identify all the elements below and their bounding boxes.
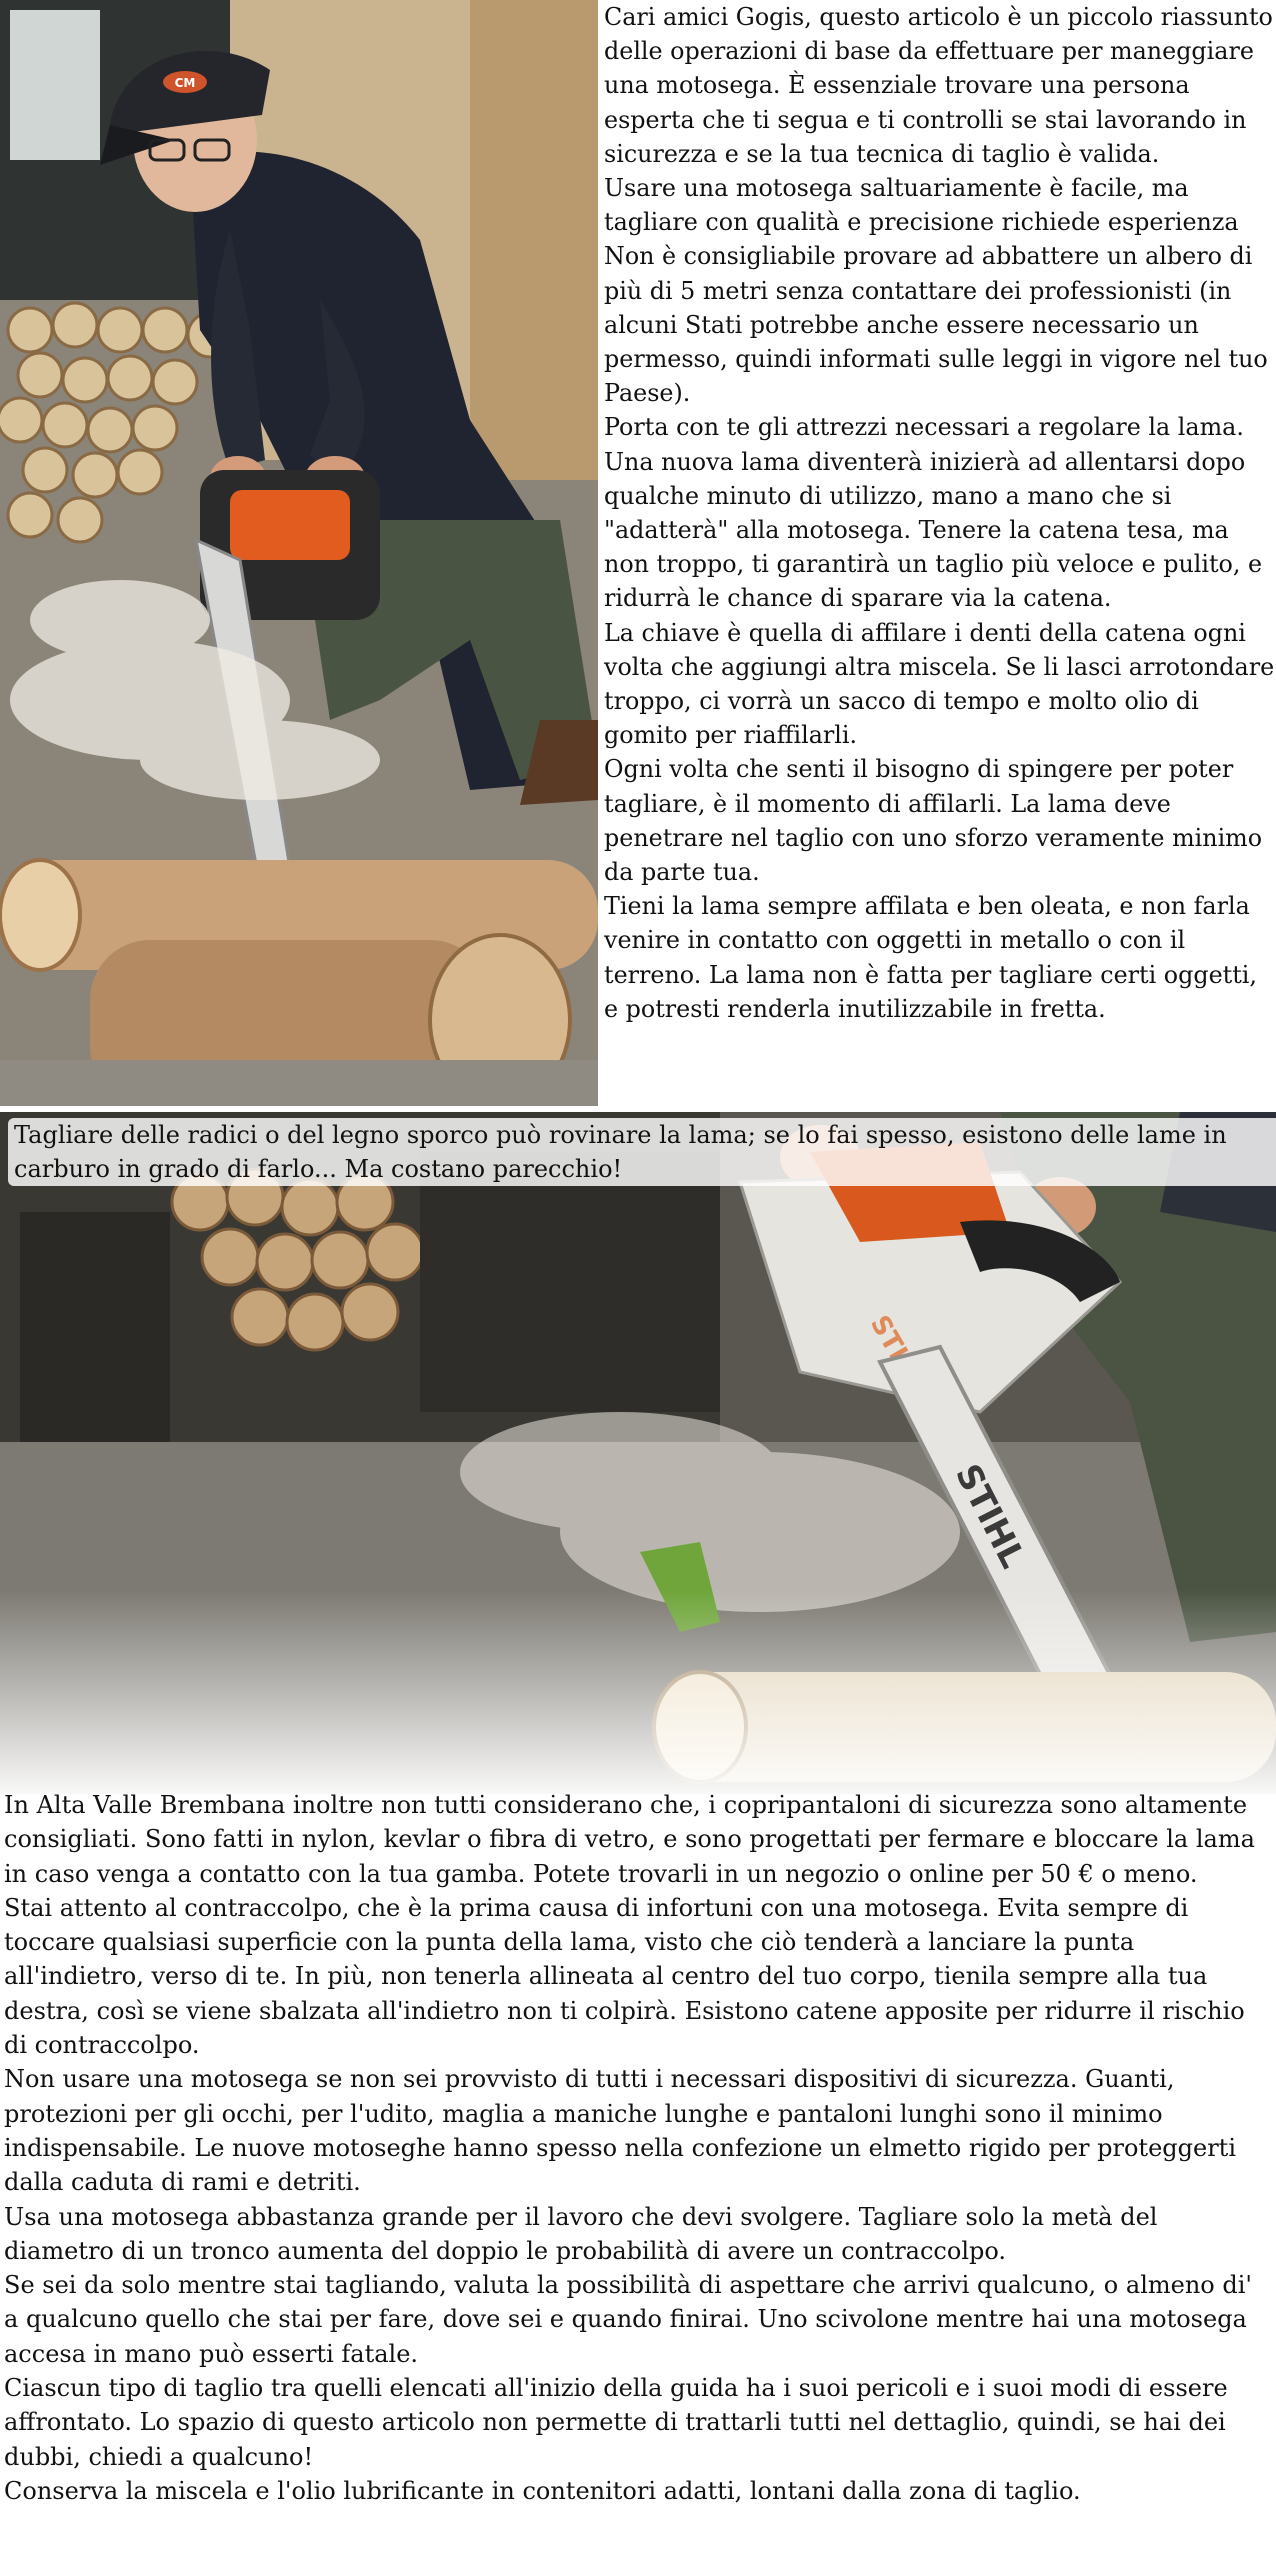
chainsaw-cutting-photo <box>0 0 598 1106</box>
paragraph: Ciascun tipo di taglio tra quelli elencati all'inizio della guida ha i suoi pericoli e i suoi modi di essere affrontato. Lo spazio di questo articolo non permette di trattarli tutti nel dettaglio, quindi, se hai dei dubbi, chiedi a qualcuno! <box>4 2374 1228 2471</box>
paragraph: Usare una motosega saltuariamente è facile, ma tagliare con qualità e precisione richiede esperienza Non è consigliabile provare ad abbattere un albero di più di 5 metri senza contattare dei professionisti (in alcuni Stati potrebbe anche essere necessario un permesso, quindi informati sulle leggi in vigore nel tuo Paese). <box>604 174 1268 408</box>
photo-caption: Tagliare delle radici o del legno sporco può rovinare la lama; se lo fai spesso, esistono delle lame in carburo in grado di farlo... Ma costano parecchio! <box>8 1118 1276 1186</box>
cap-logo-text: CM <box>174 76 196 90</box>
chainsaw-closeup-section <box>0 1112 1276 1794</box>
paragraph: Stai attento al contraccolpo, che è la prima causa di infortuni con una motosega. Evita sempre di toccare qualsiasi superficie con la punta della lama, visto che ciò tenderà a lanciare la punta all'indietro, verso di te. In più, non tenerla allineata al centro del tuo corpo, tienila sempre alla tua destra, così se viene sbalzata all'indietro non ti colpirà. Esistono catene apposite per ridurre il rischio di contraccolpo. <box>4 1893 1245 2060</box>
intro-text <box>604 0 1276 1026</box>
safety-text <box>4 1788 1270 2508</box>
paragraph: Ogni volta che senti il bisogno di spingere per poter tagliare, è il momento di affilarli. La lama deve penetrare nel taglio con uno sforzo veramente minimo da parte tua. <box>604 755 1263 887</box>
paragraph: In Alta Valle Brembana inoltre non tutti considerano che, i copripantaloni di sicurezza sono altamente consigliati. Sono fatti in nylon, kevlar o fibra di vetro, e sono progettati per fermare e bloccare la lama in caso venga a contatto con la tua gamba. Potete trovarli in un negozio o online per 50 € o meno. <box>4 1791 1255 1888</box>
photo-illustration <box>0 0 598 1106</box>
paragraph: Porta con te gli attrezzi necessari a regolare la lama. Una nuova lama diventerà inizierà ad allentarsi dopo qualche minuto di utilizzo, mano a mano che si "adatterà" alla motosega. Tenere la catena tesa, ma non troppo, ti garantirà un taglio più veloce e pulito, e ridurrà le chance di sparare via la catena. <box>604 413 1263 613</box>
paragraph: Cari amici Gogis, questo articolo è un piccolo riassunto delle operazioni di base da effettuare per maneggiare una motosega. È essenziale trovare una persona esperta che ti segua e ti controlli se stai lavorando in sicurezza e se la tua tecnica di taglio è valida. <box>604 3 1273 168</box>
paragraph: Se sei da solo mentre stai tagliando, valuta la possibilità di aspettare che arrivi qualcuno, o almeno di' a qualcuno quello che stai per fare, dove sei e quando finirai. Uno scivolone mentre hai una motosega accesa in mano può esserti fatale. <box>4 2271 1252 2368</box>
paragraph: Conserva la miscela e l'olio lubrificante in contenitori adatti, lontani dalla zona di taglio. <box>4 2476 1081 2505</box>
paragraph: Non usare una motosega se non sei provvisto di tutti i necessari dispositivi di sicurezza. Guanti, protezioni per gli occhi, per l'udito, maglia a maniche lunghe e pantaloni lunghi sono il minimo indispensabile. Le nuove motoseghe hanno spesso nella confezione un elmetto rigido per proteggerti dalla caduta di rami e detriti. <box>4 2065 1237 2197</box>
paragraph: La chiave è quella di affilare i denti della catena ogni volta che aggiungi altra miscela. Se li lasci arrotondare troppo, ci vorrà un sacco di tempo e molto olio di gomito per riaffilarli. <box>604 618 1275 750</box>
safety-section <box>0 1788 1276 2551</box>
paragraph: Usa una motosega abbastanza grande per il lavoro che devi svolgere. Tagliare solo la metà del diametro di un tronco aumenta del doppio le probabilità di avere un contraccolpo. <box>4 2202 1158 2265</box>
stihl-chainsaw-photo <box>0 1112 1276 1794</box>
paragraph: Tieni la lama sempre affilata e ben oleata, e non farla venire in contatto con oggetti in metallo o con il terreno. La lama non è fatta per tagliare certi oggetti, e potresti renderla inutilizzabile in fretta. <box>604 892 1257 1023</box>
photo-illustration <box>0 1112 1276 1794</box>
intro-section <box>0 0 1276 1106</box>
